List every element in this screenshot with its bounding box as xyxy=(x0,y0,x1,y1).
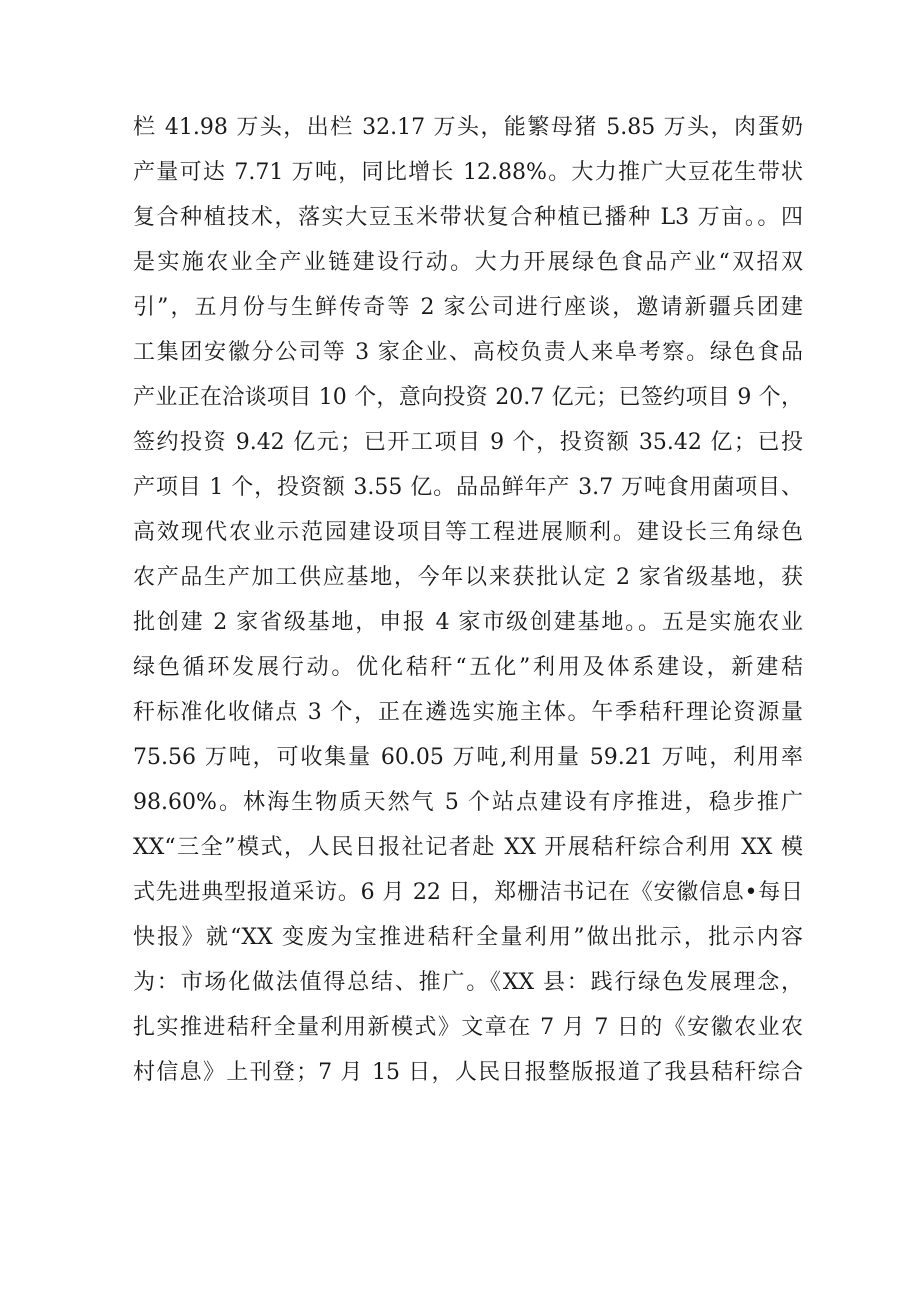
text-line-4: 是实施农业全产业链建设行动。大力开展绿色食品产业“双招双 xyxy=(133,250,803,275)
text-line-1: 栏 41.98 万头，出栏 32.17 万头，能繁母猪 5.85 万头，肉蛋奶 xyxy=(133,115,803,140)
text-line-15: 75.56 万吨，可收集量 60.05 万吨,利用量 59.21 万吨，利用率 xyxy=(133,745,803,770)
text-line-13: 绿色循环发展行动。优化秸秆“五化”利用及体系建设，新建秸 xyxy=(133,655,803,680)
text-line-22: 村信息》上刊登；7 月 15 日，人民日报整版报道了我县秸秆综合 xyxy=(133,1060,803,1085)
text-line-2: 产量可达 7.71 万吨，同比增长 12.88%。大力推广大豆花生带状 xyxy=(133,160,803,185)
body-text xyxy=(133,105,803,1095)
text-line-3: 复合种植技术，落实大豆玉米带状复合种植已播种 L3 万亩。。四 xyxy=(133,205,803,230)
text-line-16: 98.60%。林海生物质天然气 5 个站点建设有序推进，稳步推广 xyxy=(133,790,803,815)
text-line-19: 快报》就“XX 变废为宝推进秸秆全量利用”做出批示，批示内容 xyxy=(133,925,803,950)
text-line-17: XX“三全”模式，人民日报社记者赴 XX 开展秸秆综合利用 XX 模 xyxy=(133,835,803,860)
text-line-18: 式先进典型报道采访。6 月 22 日，郑栅洁书记在《安徽信息•每日 xyxy=(133,880,803,905)
text-line-14: 秆标准化收储点 3 个，正在遴选实施主体。午季秸秆理论资源量 xyxy=(133,700,803,725)
text-line-8: 签约投资 9.42 亿元；已开工项目 9 个，投资额 35.42 亿；已投 xyxy=(133,430,803,455)
text-line-7: 产业正在洽谈项目 10 个，意向投资 20.7 亿元；已签约项目 9 个， xyxy=(133,385,803,410)
text-line-20: 为：市场化做法值得总结、推广。《XX 县：践行绿色发展理念， xyxy=(133,970,803,995)
text-line-11: 农产品生产加工供应基地，今年以来获批认定 2 家省级基地，获 xyxy=(133,565,803,590)
text-line-10: 高效现代农业示范园建设项目等工程进展顺利。建设长三角绿色 xyxy=(133,520,803,545)
text-line-6: 工集团安徽分公司等 3 家企业、高校负责人来阜考察。绿色食品 xyxy=(133,340,803,365)
text-line-9: 产项目 1 个，投资额 3.55 亿。品品鲜年产 3.7 万吨食用菌项目、 xyxy=(133,475,803,500)
text-line-12: 批创建 2 家省级基地，申报 4 家市级创建基地。。五是实施农业 xyxy=(133,610,803,635)
text-line-5: 引”，五月份与生鲜传奇等 2 家公司进行座谈，邀请新疆兵团建 xyxy=(133,295,803,320)
text-line-21: 扎实推进秸秆全量利用新模式》文章在 7 月 7 日的《安徽农业农 xyxy=(133,1015,803,1040)
